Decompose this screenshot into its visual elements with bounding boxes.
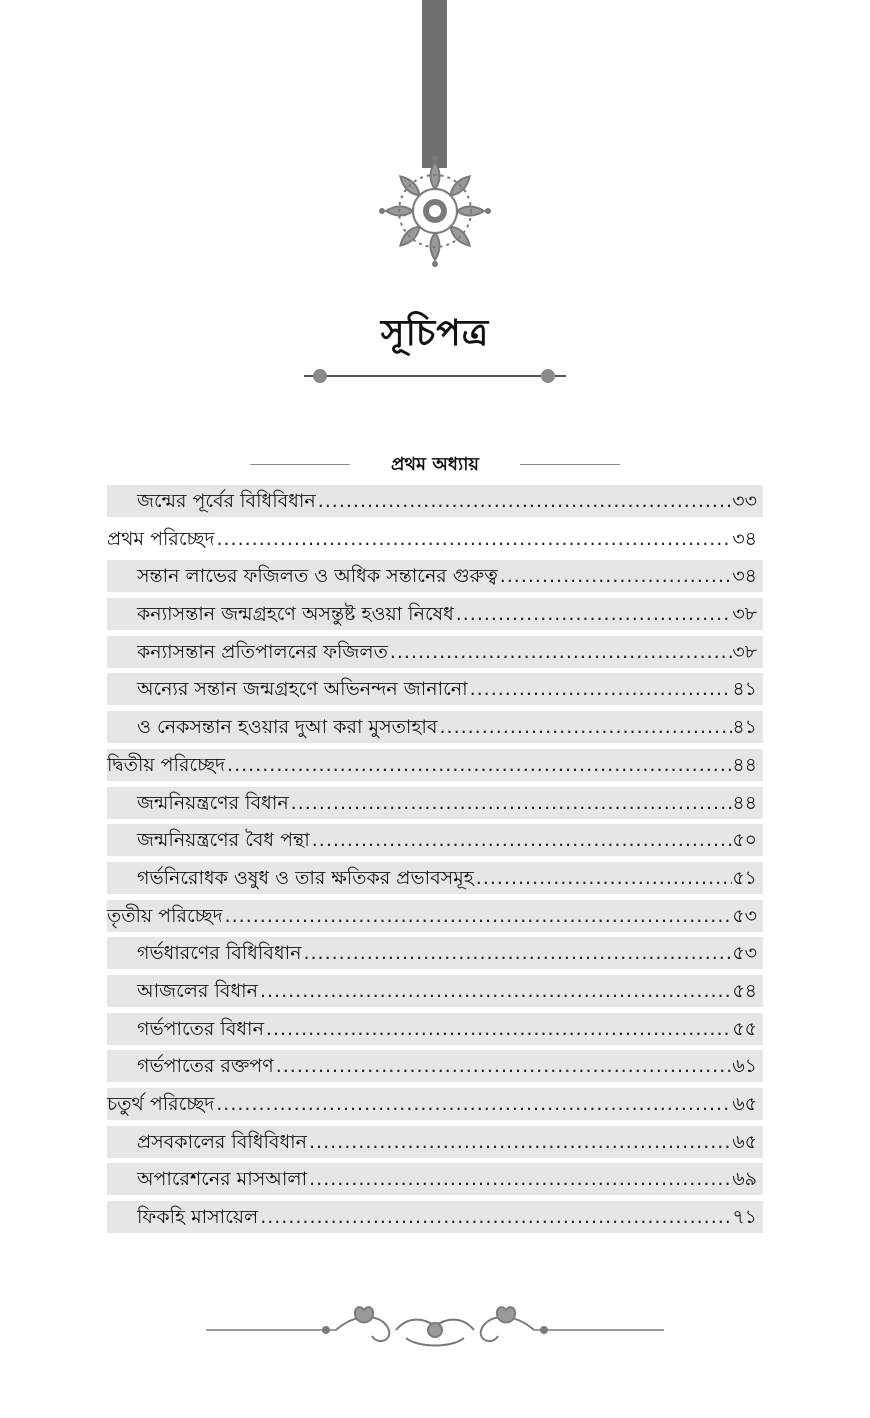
title-divider	[304, 366, 566, 386]
toc-row[interactable]	[107, 1163, 763, 1195]
toc-entry-text: অপারেশনের মাসআলা	[137, 1168, 308, 1191]
toc-entry-text: ও নেকসন্তান হওয়ার দুআ করা মুসতাহাব	[137, 716, 438, 739]
toc-entry-text: চতুর্থ পরিচ্ছেদ	[107, 1093, 215, 1115]
toc-entry-text: জন্মনিয়ন্ত্রণের বিধান	[137, 791, 289, 814]
toc-entry-text: দ্বিতীয় পরিচ্ছেদ	[107, 753, 226, 776]
toc-row[interactable]	[107, 824, 763, 856]
toc-entry-text: তৃতীয় পরিচ্ছেদ	[107, 904, 223, 927]
toc-row[interactable]	[107, 673, 763, 705]
toc-entry-text: গর্ভপাতের বিধান	[137, 1017, 264, 1040]
toc-row[interactable]	[107, 749, 763, 781]
toc-page-number: ৩৩	[732, 490, 757, 512]
toc-entry-text: সন্তান লাভের ফজিলত ও অধিক সন্তানের গুরুত্ব	[137, 565, 498, 588]
leader-dots	[214, 523, 732, 555]
leader-dots	[307, 1126, 732, 1158]
toc-page-number: ৬১	[732, 1055, 757, 1078]
toc-entry-text: আজলের বিধান	[137, 979, 258, 1002]
leader-dots	[264, 1013, 732, 1045]
toc-page-number: ৫১	[732, 866, 757, 889]
toc-entry-text: গর্ভধারণের বিধিবিধান	[137, 942, 302, 965]
toc-page-number: ৪১	[732, 678, 757, 701]
toc-page-number: ৩৮	[732, 640, 757, 663]
page-title: সূচিপত্র	[380, 313, 490, 354]
leader-dots	[437, 711, 732, 743]
toc-entry-text: জন্মের পূর্বের বিধিবিধান	[137, 490, 316, 512]
toc-page-number: ৬৯	[732, 1168, 757, 1191]
toc-entry-text: প্রসবকালের বিধিবিধান	[137, 1130, 307, 1153]
chapter-heading	[250, 452, 620, 478]
toc-page-number: ৩৪	[732, 527, 757, 550]
toc-row[interactable]	[107, 636, 763, 668]
toc-row[interactable]	[107, 975, 763, 1007]
toc-entry-text: ফিকহি মাসায়েল	[137, 1206, 259, 1229]
toc-page-number: ৪৪	[732, 753, 757, 776]
bottom-flourish-icon	[206, 1300, 664, 1360]
leader-dots	[258, 975, 732, 1007]
toc-row[interactable]	[107, 900, 763, 932]
leader-dots	[474, 862, 733, 894]
leader-dots	[225, 749, 732, 781]
leader-dots	[258, 1201, 732, 1233]
toc-page-number: ৬৫	[732, 1093, 757, 1115]
toc-entry-text: কন্যাসন্তান জন্মগ্রহণে অসন্তুষ্ট হওয়া নিষেধ	[137, 603, 454, 626]
leader-dots	[468, 673, 733, 705]
toc-page-number: ৫৩	[732, 942, 757, 965]
mandala-ornament-icon	[374, 150, 496, 272]
toc-row[interactable]	[107, 1201, 763, 1233]
toc-row[interactable]	[107, 523, 763, 555]
toc-page-number: ৫০	[732, 829, 757, 852]
toc-page-number: ৭১	[732, 1206, 757, 1229]
toc-page-number: ৬৫	[732, 1130, 757, 1153]
leader-dots	[289, 787, 733, 819]
toc-page-number: ৫৩	[732, 904, 757, 927]
toc-entry-text: গর্ভনিরোধক ওষুধ ও তার ক্ষতিকর প্রভাবসমূহ	[137, 866, 474, 889]
toc-entry-text: প্রথম পরিচ্ছেদ	[107, 527, 215, 550]
leader-dots	[301, 937, 732, 969]
toc-entry-text: জন্মনিয়ন্ত্রণের বৈধ পন্থা	[137, 829, 310, 852]
leader-dots	[454, 598, 733, 630]
leader-dots	[223, 900, 733, 932]
toc-row[interactable]	[107, 560, 763, 592]
toc-row[interactable]	[107, 937, 763, 969]
toc-row[interactable]	[107, 787, 763, 819]
toc-page-number: ৫৪	[732, 979, 757, 1002]
leader-dots	[310, 824, 733, 856]
toc-page-number: ৩৪	[732, 565, 757, 588]
toc-row[interactable]	[107, 1126, 763, 1158]
leader-dots	[274, 1050, 733, 1082]
toc-row[interactable]	[107, 711, 763, 743]
leader-dots	[316, 485, 733, 517]
toc-row[interactable]	[107, 862, 763, 894]
toc-row[interactable]	[107, 1088, 763, 1120]
toc-page-number: ৪৪	[732, 791, 757, 814]
toc-list	[107, 485, 763, 1239]
toc-row[interactable]	[107, 1013, 763, 1045]
toc-page-number: ৫৫	[732, 1017, 757, 1040]
top-ribbon	[422, 0, 447, 168]
toc-page-number: ৪১	[732, 716, 757, 739]
chapter-label: প্রথম অধ্যায়	[383, 454, 487, 475]
leader-dots	[388, 636, 732, 668]
toc-row[interactable]	[107, 598, 763, 630]
toc-page-number: ৩৮	[732, 603, 757, 626]
toc-row[interactable]	[107, 485, 763, 517]
leader-dots	[307, 1163, 732, 1195]
toc-row[interactable]	[107, 1050, 763, 1082]
toc-entry-text: গর্ভপাতের রক্তপণ	[137, 1055, 274, 1078]
leader-dots	[498, 560, 733, 592]
leader-dots	[214, 1088, 732, 1120]
toc-entry-text: কন্যাসন্তান প্রতিপালনের ফজিলত	[137, 640, 388, 663]
toc-entry-text: অন্যের সন্তান জন্মগ্রহণে অভিনন্দন জানানো	[137, 678, 468, 701]
